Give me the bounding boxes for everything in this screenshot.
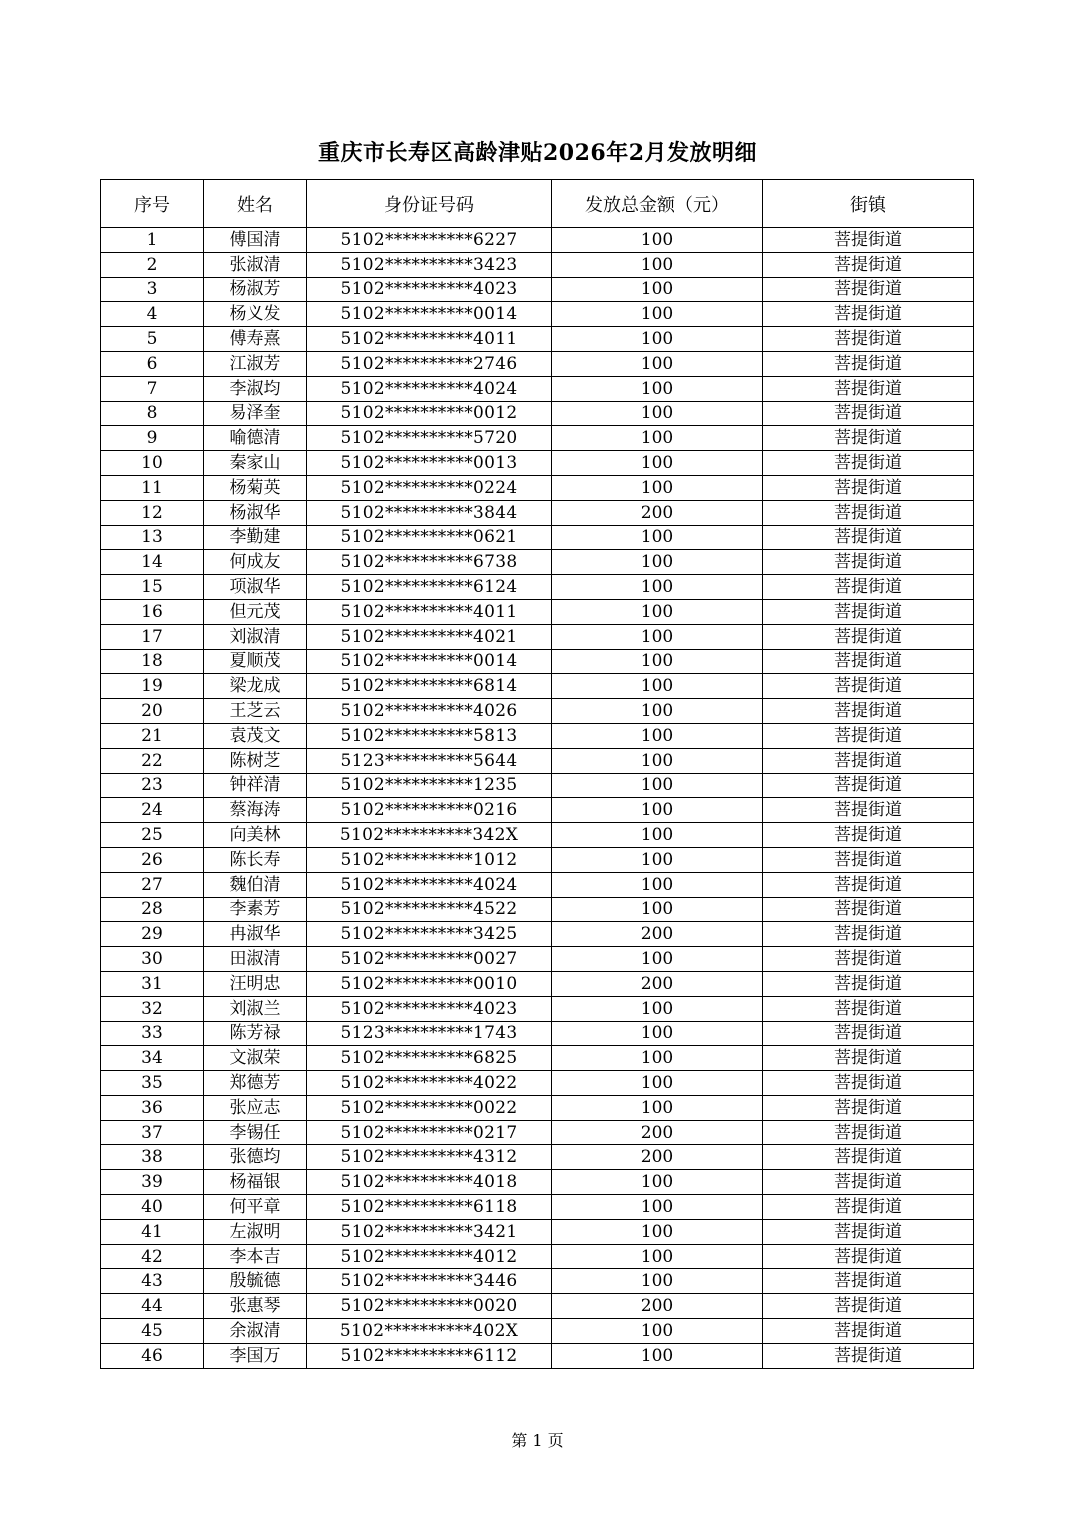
name-cell: 向美林 bbox=[204, 823, 307, 848]
table-row bbox=[101, 599, 974, 624]
name-cell: 文淑荣 bbox=[204, 1046, 307, 1071]
id-number-cell: 5102**********6124 bbox=[307, 575, 552, 600]
seq-cell: 8 bbox=[101, 401, 204, 426]
table-row bbox=[101, 277, 974, 302]
id-number-cell: 5102**********6112 bbox=[307, 1343, 552, 1368]
table-row bbox=[101, 1046, 974, 1071]
id-number-cell: 5102**********2746 bbox=[307, 351, 552, 376]
table-row bbox=[101, 1145, 974, 1170]
amount-cell: 100 bbox=[552, 252, 763, 277]
column-header-name: 姓名 bbox=[204, 180, 307, 228]
street-cell: 菩提街道 bbox=[763, 500, 974, 525]
name-cell: 傅寿熹 bbox=[204, 327, 307, 352]
table-row bbox=[101, 1269, 974, 1294]
seq-cell: 21 bbox=[101, 723, 204, 748]
name-cell: 秦家山 bbox=[204, 451, 307, 476]
seq-cell: 35 bbox=[101, 1071, 204, 1096]
table-row bbox=[101, 252, 974, 277]
amount-cell: 200 bbox=[552, 500, 763, 525]
seq-cell: 39 bbox=[101, 1170, 204, 1195]
table-row bbox=[101, 971, 974, 996]
id-number-cell: 5102**********1235 bbox=[307, 773, 552, 798]
name-cell: 李国万 bbox=[204, 1343, 307, 1368]
table-row bbox=[101, 475, 974, 500]
id-number-cell: 5123**********5644 bbox=[307, 748, 552, 773]
name-cell: 杨淑芳 bbox=[204, 277, 307, 302]
id-number-cell: 5102**********0014 bbox=[307, 302, 552, 327]
name-cell: 袁茂文 bbox=[204, 723, 307, 748]
street-cell: 菩提街道 bbox=[763, 1071, 974, 1096]
seq-cell: 17 bbox=[101, 624, 204, 649]
amount-cell: 100 bbox=[552, 1244, 763, 1269]
street-cell: 菩提街道 bbox=[763, 1269, 974, 1294]
name-cell: 夏顺茂 bbox=[204, 649, 307, 674]
table-row bbox=[101, 1195, 974, 1220]
table-row bbox=[101, 550, 974, 575]
street-cell: 菩提街道 bbox=[763, 649, 974, 674]
table-row bbox=[101, 699, 974, 724]
street-cell: 菩提街道 bbox=[763, 1319, 974, 1344]
table-row bbox=[101, 723, 974, 748]
table-row bbox=[101, 426, 974, 451]
amount-cell: 100 bbox=[552, 376, 763, 401]
table-row bbox=[101, 897, 974, 922]
name-cell: 但元茂 bbox=[204, 599, 307, 624]
name-cell: 钟祥清 bbox=[204, 773, 307, 798]
seq-cell: 14 bbox=[101, 550, 204, 575]
id-number-cell: 5102**********3446 bbox=[307, 1269, 552, 1294]
street-cell: 菩提街道 bbox=[763, 723, 974, 748]
name-cell: 李素芳 bbox=[204, 897, 307, 922]
amount-cell: 100 bbox=[552, 674, 763, 699]
seq-cell: 46 bbox=[101, 1343, 204, 1368]
street-cell: 菩提街道 bbox=[763, 823, 974, 848]
street-cell: 菩提街道 bbox=[763, 1145, 974, 1170]
amount-cell: 100 bbox=[552, 1195, 763, 1220]
seq-cell: 30 bbox=[101, 947, 204, 972]
amount-cell: 100 bbox=[552, 1170, 763, 1195]
id-number-cell: 5102**********4023 bbox=[307, 996, 552, 1021]
amount-cell: 100 bbox=[552, 699, 763, 724]
amount-cell: 100 bbox=[552, 401, 763, 426]
street-cell: 菩提街道 bbox=[763, 773, 974, 798]
amount-cell: 100 bbox=[552, 823, 763, 848]
seq-cell: 44 bbox=[101, 1294, 204, 1319]
name-cell: 杨淑华 bbox=[204, 500, 307, 525]
id-number-cell: 5102**********0020 bbox=[307, 1294, 552, 1319]
table-row bbox=[101, 872, 974, 897]
street-cell: 菩提街道 bbox=[763, 1294, 974, 1319]
amount-cell: 100 bbox=[552, 798, 763, 823]
amount-cell: 100 bbox=[552, 847, 763, 872]
id-number-cell: 5102**********0022 bbox=[307, 1095, 552, 1120]
table-row bbox=[101, 947, 974, 972]
amount-cell: 100 bbox=[552, 1095, 763, 1120]
street-cell: 菩提街道 bbox=[763, 922, 974, 947]
street-cell: 菩提街道 bbox=[763, 847, 974, 872]
street-cell: 菩提街道 bbox=[763, 376, 974, 401]
id-number-cell: 5102**********4018 bbox=[307, 1170, 552, 1195]
street-cell: 菩提街道 bbox=[763, 674, 974, 699]
seq-cell: 31 bbox=[101, 971, 204, 996]
id-number-cell: 5102**********4021 bbox=[307, 624, 552, 649]
amount-cell: 200 bbox=[552, 1145, 763, 1170]
name-cell: 江淑芳 bbox=[204, 351, 307, 376]
table-header bbox=[101, 180, 974, 228]
table-row bbox=[101, 1021, 974, 1046]
id-number-cell: 5102**********4011 bbox=[307, 599, 552, 624]
seq-cell: 16 bbox=[101, 599, 204, 624]
street-cell: 菩提街道 bbox=[763, 1046, 974, 1071]
amount-cell: 100 bbox=[552, 351, 763, 376]
seq-cell: 34 bbox=[101, 1046, 204, 1071]
id-number-cell: 5102**********402X bbox=[307, 1319, 552, 1344]
seq-cell: 24 bbox=[101, 798, 204, 823]
seq-cell: 12 bbox=[101, 500, 204, 525]
table-row bbox=[101, 228, 974, 253]
id-number-cell: 5102**********4022 bbox=[307, 1071, 552, 1096]
table-row bbox=[101, 773, 974, 798]
amount-cell: 100 bbox=[552, 327, 763, 352]
name-cell: 左淑明 bbox=[204, 1219, 307, 1244]
street-cell: 菩提街道 bbox=[763, 798, 974, 823]
seq-cell: 13 bbox=[101, 525, 204, 550]
name-cell: 李淑均 bbox=[204, 376, 307, 401]
column-header-amount: 发放总金额（元） bbox=[552, 180, 763, 228]
name-cell: 郑德芳 bbox=[204, 1071, 307, 1096]
name-cell: 余淑清 bbox=[204, 1319, 307, 1344]
name-cell: 喻德清 bbox=[204, 426, 307, 451]
id-number-cell: 5102**********4026 bbox=[307, 699, 552, 724]
name-cell: 何平章 bbox=[204, 1195, 307, 1220]
seq-cell: 18 bbox=[101, 649, 204, 674]
street-cell: 菩提街道 bbox=[763, 872, 974, 897]
seq-cell: 28 bbox=[101, 897, 204, 922]
name-cell: 殷毓德 bbox=[204, 1269, 307, 1294]
amount-cell: 100 bbox=[552, 897, 763, 922]
street-cell: 菩提街道 bbox=[763, 426, 974, 451]
id-number-cell: 5102**********0216 bbox=[307, 798, 552, 823]
allowance-table bbox=[100, 179, 974, 1369]
id-number-cell: 5102**********0012 bbox=[307, 401, 552, 426]
id-number-cell: 5102**********1012 bbox=[307, 847, 552, 872]
amount-cell: 100 bbox=[552, 996, 763, 1021]
street-cell: 菩提街道 bbox=[763, 575, 974, 600]
id-number-cell: 5102**********3425 bbox=[307, 922, 552, 947]
seq-cell: 32 bbox=[101, 996, 204, 1021]
street-cell: 菩提街道 bbox=[763, 996, 974, 1021]
street-cell: 菩提街道 bbox=[763, 1095, 974, 1120]
column-header-seq: 序号 bbox=[101, 180, 204, 228]
street-cell: 菩提街道 bbox=[763, 401, 974, 426]
seq-cell: 27 bbox=[101, 872, 204, 897]
seq-cell: 3 bbox=[101, 277, 204, 302]
street-cell: 菩提街道 bbox=[763, 1021, 974, 1046]
id-number-cell: 5102**********342X bbox=[307, 823, 552, 848]
amount-cell: 100 bbox=[552, 1319, 763, 1344]
id-number-cell: 5102**********6227 bbox=[307, 228, 552, 253]
id-number-cell: 5102**********5813 bbox=[307, 723, 552, 748]
document-title: 重庆市长寿区高龄津贴2026年2月发放明细 bbox=[317, 140, 758, 166]
street-cell: 菩提街道 bbox=[763, 699, 974, 724]
name-cell: 张应志 bbox=[204, 1095, 307, 1120]
amount-cell: 100 bbox=[552, 451, 763, 476]
id-number-cell: 5102**********4023 bbox=[307, 277, 552, 302]
amount-cell: 100 bbox=[552, 575, 763, 600]
name-cell: 田淑清 bbox=[204, 947, 307, 972]
amount-cell: 100 bbox=[552, 599, 763, 624]
table-row bbox=[101, 1294, 974, 1319]
table-row bbox=[101, 996, 974, 1021]
name-cell: 汪明忠 bbox=[204, 971, 307, 996]
street-cell: 菩提街道 bbox=[763, 1170, 974, 1195]
street-cell: 菩提街道 bbox=[763, 351, 974, 376]
amount-cell: 100 bbox=[552, 426, 763, 451]
name-cell: 杨义发 bbox=[204, 302, 307, 327]
id-number-cell: 5102**********6118 bbox=[307, 1195, 552, 1220]
id-number-cell: 5102**********4312 bbox=[307, 1145, 552, 1170]
amount-cell: 100 bbox=[552, 947, 763, 972]
table-row bbox=[101, 451, 974, 476]
id-number-cell: 5102**********0013 bbox=[307, 451, 552, 476]
seq-cell: 9 bbox=[101, 426, 204, 451]
seq-cell: 40 bbox=[101, 1195, 204, 1220]
name-cell: 蔡海涛 bbox=[204, 798, 307, 823]
seq-cell: 38 bbox=[101, 1145, 204, 1170]
seq-cell: 41 bbox=[101, 1219, 204, 1244]
seq-cell: 45 bbox=[101, 1319, 204, 1344]
seq-cell: 23 bbox=[101, 773, 204, 798]
seq-cell: 15 bbox=[101, 575, 204, 600]
seq-cell: 11 bbox=[101, 475, 204, 500]
amount-cell: 100 bbox=[552, 723, 763, 748]
id-number-cell: 5102**********0621 bbox=[307, 525, 552, 550]
name-cell: 魏伯清 bbox=[204, 872, 307, 897]
table-row bbox=[101, 351, 974, 376]
id-number-cell: 5102**********0010 bbox=[307, 971, 552, 996]
id-number-cell: 5102**********5720 bbox=[307, 426, 552, 451]
table-row bbox=[101, 1219, 974, 1244]
table-row bbox=[101, 798, 974, 823]
street-cell: 菩提街道 bbox=[763, 599, 974, 624]
id-number-cell: 5102**********3844 bbox=[307, 500, 552, 525]
amount-cell: 200 bbox=[552, 971, 763, 996]
id-number-cell: 5102**********0014 bbox=[307, 649, 552, 674]
amount-cell: 200 bbox=[552, 922, 763, 947]
table-row bbox=[101, 624, 974, 649]
seq-cell: 10 bbox=[101, 451, 204, 476]
id-number-cell: 5123**********1743 bbox=[307, 1021, 552, 1046]
seq-cell: 43 bbox=[101, 1269, 204, 1294]
name-cell: 梁龙成 bbox=[204, 674, 307, 699]
amount-cell: 100 bbox=[552, 1343, 763, 1368]
seq-cell: 20 bbox=[101, 699, 204, 724]
seq-cell: 1 bbox=[101, 228, 204, 253]
street-cell: 菩提街道 bbox=[763, 1120, 974, 1145]
table-row bbox=[101, 376, 974, 401]
amount-cell: 100 bbox=[552, 277, 763, 302]
street-cell: 菩提街道 bbox=[763, 525, 974, 550]
table-row bbox=[101, 401, 974, 426]
name-cell: 李勤建 bbox=[204, 525, 307, 550]
seq-cell: 22 bbox=[101, 748, 204, 773]
seq-cell: 19 bbox=[101, 674, 204, 699]
name-cell: 何成友 bbox=[204, 550, 307, 575]
id-number-cell: 5102**********3423 bbox=[307, 252, 552, 277]
amount-cell: 100 bbox=[552, 1269, 763, 1294]
table-row bbox=[101, 1120, 974, 1145]
seq-cell: 7 bbox=[101, 376, 204, 401]
column-header-street: 街镇 bbox=[763, 180, 974, 228]
seq-cell: 29 bbox=[101, 922, 204, 947]
seq-cell: 2 bbox=[101, 252, 204, 277]
name-cell: 李本吉 bbox=[204, 1244, 307, 1269]
name-cell: 杨菊英 bbox=[204, 475, 307, 500]
amount-cell: 100 bbox=[552, 228, 763, 253]
amount-cell: 100 bbox=[552, 624, 763, 649]
street-cell: 菩提街道 bbox=[763, 302, 974, 327]
id-number-cell: 5102**********6738 bbox=[307, 550, 552, 575]
street-cell: 菩提街道 bbox=[763, 277, 974, 302]
name-cell: 易泽奎 bbox=[204, 401, 307, 426]
seq-cell: 37 bbox=[101, 1120, 204, 1145]
id-number-cell: 5102**********0224 bbox=[307, 475, 552, 500]
name-cell: 王芝云 bbox=[204, 699, 307, 724]
table-row bbox=[101, 1071, 974, 1096]
street-cell: 菩提街道 bbox=[763, 624, 974, 649]
name-cell: 张淑清 bbox=[204, 252, 307, 277]
table-row bbox=[101, 748, 974, 773]
street-cell: 菩提街道 bbox=[763, 971, 974, 996]
id-number-cell: 5102**********0217 bbox=[307, 1120, 552, 1145]
seq-cell: 42 bbox=[101, 1244, 204, 1269]
name-cell: 李锡任 bbox=[204, 1120, 307, 1145]
amount-cell: 100 bbox=[552, 748, 763, 773]
amount-cell: 200 bbox=[552, 1294, 763, 1319]
amount-cell: 100 bbox=[552, 302, 763, 327]
seq-cell: 25 bbox=[101, 823, 204, 848]
table-row bbox=[101, 674, 974, 699]
table-row bbox=[101, 1170, 974, 1195]
street-cell: 菩提街道 bbox=[763, 550, 974, 575]
name-cell: 刘淑兰 bbox=[204, 996, 307, 1021]
id-number-cell: 5102**********0027 bbox=[307, 947, 552, 972]
seq-cell: 6 bbox=[101, 351, 204, 376]
street-cell: 菩提街道 bbox=[763, 475, 974, 500]
name-cell: 傅国清 bbox=[204, 228, 307, 253]
table-row bbox=[101, 1343, 974, 1368]
id-number-cell: 5102**********3421 bbox=[307, 1219, 552, 1244]
amount-cell: 100 bbox=[552, 1046, 763, 1071]
table-body bbox=[101, 228, 974, 1369]
name-cell: 张惠琴 bbox=[204, 1294, 307, 1319]
table-row bbox=[101, 302, 974, 327]
table-row bbox=[101, 575, 974, 600]
street-cell: 菩提街道 bbox=[763, 947, 974, 972]
seq-cell: 36 bbox=[101, 1095, 204, 1120]
amount-cell: 100 bbox=[552, 1219, 763, 1244]
amount-cell: 100 bbox=[552, 550, 763, 575]
street-cell: 菩提街道 bbox=[763, 1219, 974, 1244]
header-row bbox=[101, 180, 974, 228]
name-cell: 冉淑华 bbox=[204, 922, 307, 947]
page-number: 第 1 页 bbox=[511, 1431, 564, 1450]
id-number-cell: 5102**********4024 bbox=[307, 872, 552, 897]
id-number-cell: 5102**********4012 bbox=[307, 1244, 552, 1269]
name-cell: 陈长寿 bbox=[204, 847, 307, 872]
street-cell: 菩提街道 bbox=[763, 1195, 974, 1220]
amount-cell: 100 bbox=[552, 1071, 763, 1096]
street-cell: 菩提街道 bbox=[763, 1343, 974, 1368]
seq-cell: 33 bbox=[101, 1021, 204, 1046]
id-number-cell: 5102**********6814 bbox=[307, 674, 552, 699]
column-header-id-number: 身份证号码 bbox=[307, 180, 552, 228]
street-cell: 菩提街道 bbox=[763, 327, 974, 352]
street-cell: 菩提街道 bbox=[763, 1244, 974, 1269]
amount-cell: 100 bbox=[552, 872, 763, 897]
name-cell: 陈芳禄 bbox=[204, 1021, 307, 1046]
table-row bbox=[101, 525, 974, 550]
name-cell: 项淑华 bbox=[204, 575, 307, 600]
name-cell: 杨福银 bbox=[204, 1170, 307, 1195]
street-cell: 菩提街道 bbox=[763, 451, 974, 476]
street-cell: 菩提街道 bbox=[763, 748, 974, 773]
amount-cell: 200 bbox=[552, 1120, 763, 1145]
seq-cell: 4 bbox=[101, 302, 204, 327]
id-number-cell: 5102**********4024 bbox=[307, 376, 552, 401]
table-row bbox=[101, 1244, 974, 1269]
seq-cell: 5 bbox=[101, 327, 204, 352]
amount-cell: 100 bbox=[552, 649, 763, 674]
table-row bbox=[101, 1319, 974, 1344]
seq-cell: 26 bbox=[101, 847, 204, 872]
name-cell: 陈树芝 bbox=[204, 748, 307, 773]
amount-cell: 100 bbox=[552, 773, 763, 798]
table-row bbox=[101, 327, 974, 352]
name-cell: 刘淑清 bbox=[204, 624, 307, 649]
id-number-cell: 5102**********6825 bbox=[307, 1046, 552, 1071]
amount-cell: 100 bbox=[552, 475, 763, 500]
amount-cell: 100 bbox=[552, 525, 763, 550]
street-cell: 菩提街道 bbox=[763, 228, 974, 253]
street-cell: 菩提街道 bbox=[763, 252, 974, 277]
table-row bbox=[101, 1095, 974, 1120]
table-row bbox=[101, 649, 974, 674]
amount-cell: 100 bbox=[552, 1021, 763, 1046]
table-row bbox=[101, 847, 974, 872]
table-row bbox=[101, 500, 974, 525]
street-cell: 菩提街道 bbox=[763, 897, 974, 922]
table-row bbox=[101, 922, 974, 947]
id-number-cell: 5102**********4522 bbox=[307, 897, 552, 922]
table-row bbox=[101, 823, 974, 848]
id-number-cell: 5102**********4011 bbox=[307, 327, 552, 352]
name-cell: 张德均 bbox=[204, 1145, 307, 1170]
